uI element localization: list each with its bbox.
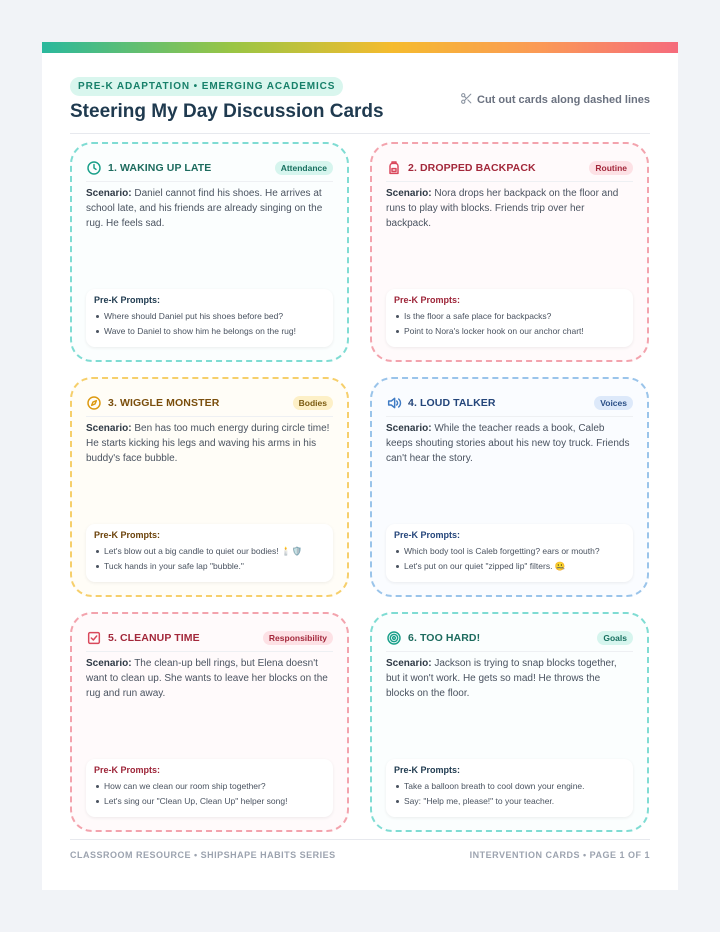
discussion-card-waking-up-late bbox=[70, 142, 349, 362]
card-title: 5. CLEANUP TIME bbox=[108, 632, 200, 644]
prompts-box bbox=[86, 524, 333, 582]
speaker-icon bbox=[386, 395, 402, 411]
card-tag: Voices bbox=[594, 396, 633, 410]
cut-instruction-text: Cut out cards along dashed lines bbox=[477, 94, 650, 106]
card-scenario: Scenario: The clean-up bell rings, but Elena doesn't want to clean up. She wants to leave her blocks on the rug and run away. bbox=[86, 658, 328, 700]
card-title: 3. WIGGLE MONSTER bbox=[108, 397, 220, 409]
page-footer bbox=[70, 839, 650, 869]
prompts-heading: Pre-K Prompts: bbox=[394, 530, 461, 540]
prompt-item: Which body tool is Caleb forgetting? ears or mouth? bbox=[394, 544, 625, 559]
clock-icon bbox=[86, 160, 102, 176]
card-scenario: Scenario: Daniel cannot find his shoes. He arrives at school late, and his friends are already singing on the rug. He feels sad. bbox=[86, 188, 323, 230]
gradient-top-bar bbox=[42, 42, 678, 53]
prompt-item: Point to Nora's locker hook on our anchor chart! bbox=[394, 324, 625, 339]
prompts-box bbox=[86, 759, 333, 817]
discussion-card-too-hard bbox=[370, 612, 649, 832]
card-tag: Goals bbox=[597, 631, 633, 645]
prompts-box bbox=[386, 759, 633, 817]
prompts-box bbox=[386, 289, 633, 347]
footer-left: CLASSROOM RESOURCE • SHIPSHAPE HABITS SERIES bbox=[70, 850, 336, 860]
compass-icon bbox=[86, 395, 102, 411]
prompt-item: Is the floor a safe place for backpacks? bbox=[394, 309, 625, 324]
prompt-item: Take a balloon breath to cool down your engine. bbox=[394, 779, 625, 794]
card-scenario: Scenario: Jackson is trying to snap blocks together, but it won't work. He gets so mad! He throws the blocks on the floor. bbox=[386, 658, 617, 700]
prompts-box bbox=[86, 289, 333, 347]
scissors-icon bbox=[460, 92, 473, 108]
discussion-card-cleanup-time bbox=[70, 612, 349, 832]
prompt-item: Let's put on our quiet "zipped lip" filters. 🤐 bbox=[394, 559, 625, 574]
prompts-heading: Pre-K Prompts: bbox=[394, 295, 461, 305]
prompts-heading: Pre-K Prompts: bbox=[94, 765, 161, 775]
prompt-item: Let's sing our "Clean Up, Clean Up" helper song! bbox=[94, 794, 325, 809]
prompts-heading: Pre-K Prompts: bbox=[394, 765, 461, 775]
card-title: 1. WAKING UP LATE bbox=[108, 162, 212, 174]
prompt-item: Tuck hands in your safe lap "bubble." bbox=[94, 559, 325, 574]
prompt-item: How can we clean our room ship together? bbox=[94, 779, 325, 794]
cut-instruction bbox=[460, 92, 650, 108]
prompt-item: Wave to Daniel to show him he belongs on the rug! bbox=[94, 324, 325, 339]
card-tag: Responsibility bbox=[263, 631, 333, 645]
page-header bbox=[70, 77, 650, 134]
prompt-item: Let's blow out a big candle to quiet our bodies! 🕯️🛡️ bbox=[94, 544, 325, 559]
card-tag: Routine bbox=[589, 161, 633, 175]
discussion-card-dropped-backpack bbox=[370, 142, 649, 362]
card-scenario: Scenario: Ben has too much energy during circle time! He starts kicking his legs and waving his arms in his buddy's face bubble. bbox=[86, 423, 330, 465]
discussion-card-wiggle-monster bbox=[70, 377, 349, 597]
prompts-heading: Pre-K Prompts: bbox=[94, 530, 161, 540]
card-tag: Attendance bbox=[275, 161, 333, 175]
prompt-item: Where should Daniel put his shoes before bed? bbox=[94, 309, 325, 324]
prompts-heading: Pre-K Prompts: bbox=[94, 295, 161, 305]
worksheet-page bbox=[42, 42, 678, 890]
card-scenario: Scenario: Nora drops her backpack on the floor and runs to play with blocks. Friends trip over her backpack. bbox=[386, 188, 619, 230]
prompts-box bbox=[386, 524, 633, 582]
card-title: 4. LOUD TALKER bbox=[408, 397, 496, 409]
footer-right: INTERVENTION CARDS • PAGE 1 OF 1 bbox=[469, 850, 650, 860]
category-pill: PRE-K ADAPTATION • EMERGING ACADEMICS bbox=[70, 77, 343, 96]
prompt-item: Say: "Help me, please!" to your teacher. bbox=[394, 794, 625, 809]
discussion-card-loud-talker bbox=[370, 377, 649, 597]
page-title: Steering My Day Discussion Cards bbox=[70, 101, 384, 122]
backpack-icon bbox=[386, 160, 402, 176]
target-icon bbox=[386, 630, 402, 646]
card-tag: Bodies bbox=[293, 396, 333, 410]
card-title: 2. DROPPED BACKPACK bbox=[408, 162, 536, 174]
card-scenario: Scenario: While the teacher reads a book, Caleb keeps shouting stories about his new toy truck. Friends can't hear the story. bbox=[386, 423, 630, 465]
card-title: 6. TOO HARD! bbox=[408, 632, 481, 644]
checkbox-icon bbox=[86, 630, 102, 646]
